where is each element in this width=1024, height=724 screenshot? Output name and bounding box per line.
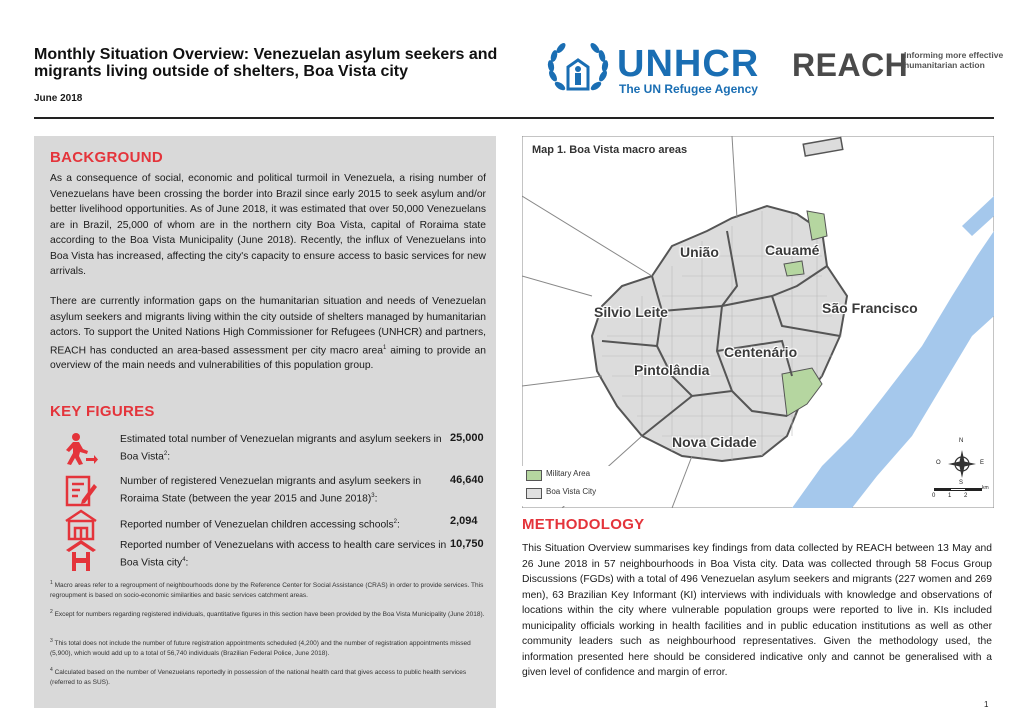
compass-e: E bbox=[980, 460, 985, 466]
key-figure-row bbox=[50, 432, 490, 468]
footnote: $^3$ This total does not include the number of future registration appointments scheduled (4,200) and the number of registration appointments missed (5,900), which would add up to a total of 56,740 individuals (Brazilian Federal Police, June 2018). bbox=[50, 638, 471, 657]
area-label-pintolandia: Pintolândia bbox=[634, 362, 710, 378]
walking-person-arrow-icon bbox=[64, 432, 98, 466]
page-title bbox=[34, 46, 534, 80]
area-label-cauame: Cauamé bbox=[765, 242, 820, 258]
unhcr-subtitle: The UN Refugee Agency bbox=[619, 82, 758, 96]
scale-tick: 1 bbox=[948, 493, 952, 499]
map-canvas bbox=[522, 136, 994, 508]
key-figure-label: Reported number of Venezuelans with access to health care services in Boa Vista city$^4$: bbox=[120, 540, 447, 569]
unhcr-emblem-icon bbox=[545, 42, 611, 97]
background-heading: BACKGROUND bbox=[50, 149, 163, 166]
compass-s: S bbox=[959, 480, 964, 486]
area-label-nova-cidade: Nova Cidade bbox=[672, 434, 757, 450]
title-line-1: Monthly Situation Overview: Venezuelan asylum seekers and bbox=[34, 46, 498, 63]
legend-swatch-military bbox=[526, 470, 542, 481]
key-figure-value: 10,750 bbox=[450, 538, 484, 550]
hospital-icon bbox=[64, 538, 98, 572]
report-date: June 2018 bbox=[34, 93, 83, 104]
boa-vista-map bbox=[522, 136, 994, 508]
area-label-centenario: Centenário bbox=[724, 344, 798, 360]
key-figure-label: Estimated total number of Venezuelan migrants and asylum seekers in Boa Vista$^2$: bbox=[120, 434, 442, 463]
scale-tick: 2 bbox=[964, 493, 968, 499]
area-label-silvio-leite: Silvio Leite bbox=[594, 304, 668, 320]
unhcr-wordmark: UNHCR bbox=[617, 43, 760, 85]
scale-tick: 0 bbox=[932, 493, 936, 499]
key-figure-row bbox=[50, 474, 490, 510]
map-title: Map 1. Boa Vista macro areas bbox=[532, 144, 688, 156]
map-legend: Military Area Boa Vista City bbox=[522, 466, 622, 506]
compass-rose bbox=[936, 438, 985, 486]
key-figure-row bbox=[50, 538, 490, 574]
footnote: $^1$ Macro areas refer to a regroupment of neighbourhoods done by the Reference Center for Social Assistance (CRAS) in order to provide services. This regroupment is based on socio-economic similarities and basic services catchment areas. bbox=[50, 580, 484, 599]
reach-tagline: Informing more effective humanitarian action bbox=[904, 50, 1004, 70]
methodology-heading: METHODOLOGY bbox=[522, 516, 645, 533]
reach-wordmark: REACH bbox=[792, 47, 909, 83]
key-figure-value: 2,094 bbox=[450, 515, 478, 527]
background-paragraph-2: There are currently information gaps on the humanitarian situation and needs of Venezuelan asylum seekers and migrants living within the city outside of shelters managed by humanitarian actors. To support the United Nations High Commissioner for Refugees (UNHCR) and partners, REACH has conducted an area-based assessment per city macro area$^1$ aiming to provide an overview of the main needs and vulnerabilities of this population group. bbox=[50, 296, 486, 372]
reach-logo bbox=[792, 48, 1002, 88]
key-figure-value: 25,000 bbox=[450, 432, 484, 444]
key-figures-heading: KEY FIGURES bbox=[50, 403, 155, 420]
compass-n: N bbox=[959, 438, 964, 444]
footnote: $^4$ Calculated based on the number of Venezuelans reportedly in possession of the national health card that gives access to public health services (referred to as SUS). bbox=[50, 667, 467, 686]
footnote: $^2$ Except for numbers regarding registered individuals, quantitative figures in this section have been provided by the Boa Vista Municipality (June 2018). bbox=[50, 609, 485, 619]
compass-w: O bbox=[936, 460, 941, 466]
key-figure-label: Reported number of Venezuelan children accessing schools$^2$: bbox=[120, 519, 400, 531]
area-label-uniao: União bbox=[680, 244, 719, 260]
legend-swatch-city bbox=[526, 488, 542, 499]
key-figure-value: 46,640 bbox=[450, 474, 484, 486]
registration-form-icon bbox=[64, 474, 98, 508]
background-paragraph-1: As a consequence of social, economic and political turmoil in Venezuela, a rising number of Venezuelans have been crossing the border into Brazil since early 2015 to seek asylum and/or better livelihood opportunities. As of June 2018, it was estimated that over 50,000 Venezuelans are in Brazil, 25,000 of whom are in the northern city Boa Vista, capital of Roraima state according to the Boa Vista Municipality (June 2018). Recently, the influx of Venezuelans into Boa Vista has increased, affecting the city's capacity to ensure access to basic services for new arrivals. bbox=[50, 173, 486, 277]
school-building-icon bbox=[64, 508, 98, 542]
key-figure-row bbox=[50, 515, 490, 539]
header-divider bbox=[34, 117, 994, 119]
scale-unit: km bbox=[982, 485, 989, 491]
title-line-2: migrants living outside of shelters, Boa Vista city bbox=[34, 63, 409, 80]
scale-bar bbox=[930, 485, 992, 506]
methodology-paragraph: This Situation Overview summarises key findings from data collected by REACH between 13 May and 26 June 2018 in 57 neighbourhoods in Boa Vista city. Data was collected through 58 Focus Group Discussions (FGDs) with a total of 496 Venezuelan asylum seekers and migrants (227 women and 269 men), 63 Brazilian Key Informant (KI) interviews with individuals with knowledge and observations of locations within the city where vulnerable population groups were reported to live in. KIs included municipality officials working in health facilities and in public education institutions as well as other community leaders such as neighbourhood representatives. Given the methodology used, the information presented here should be considered indicative only and cannot be generalised with a given level of confidence and margin of error. bbox=[522, 543, 992, 678]
unhcr-logo bbox=[545, 42, 775, 97]
page-number: 1 bbox=[984, 700, 989, 709]
key-figure-label: Number of registered Venezuelan migrants and asylum seekers in Roraima State (between the year 2015 and June 2018)$^3$: bbox=[120, 476, 422, 505]
area-label-sao-francisco: São Francisco bbox=[822, 300, 918, 316]
